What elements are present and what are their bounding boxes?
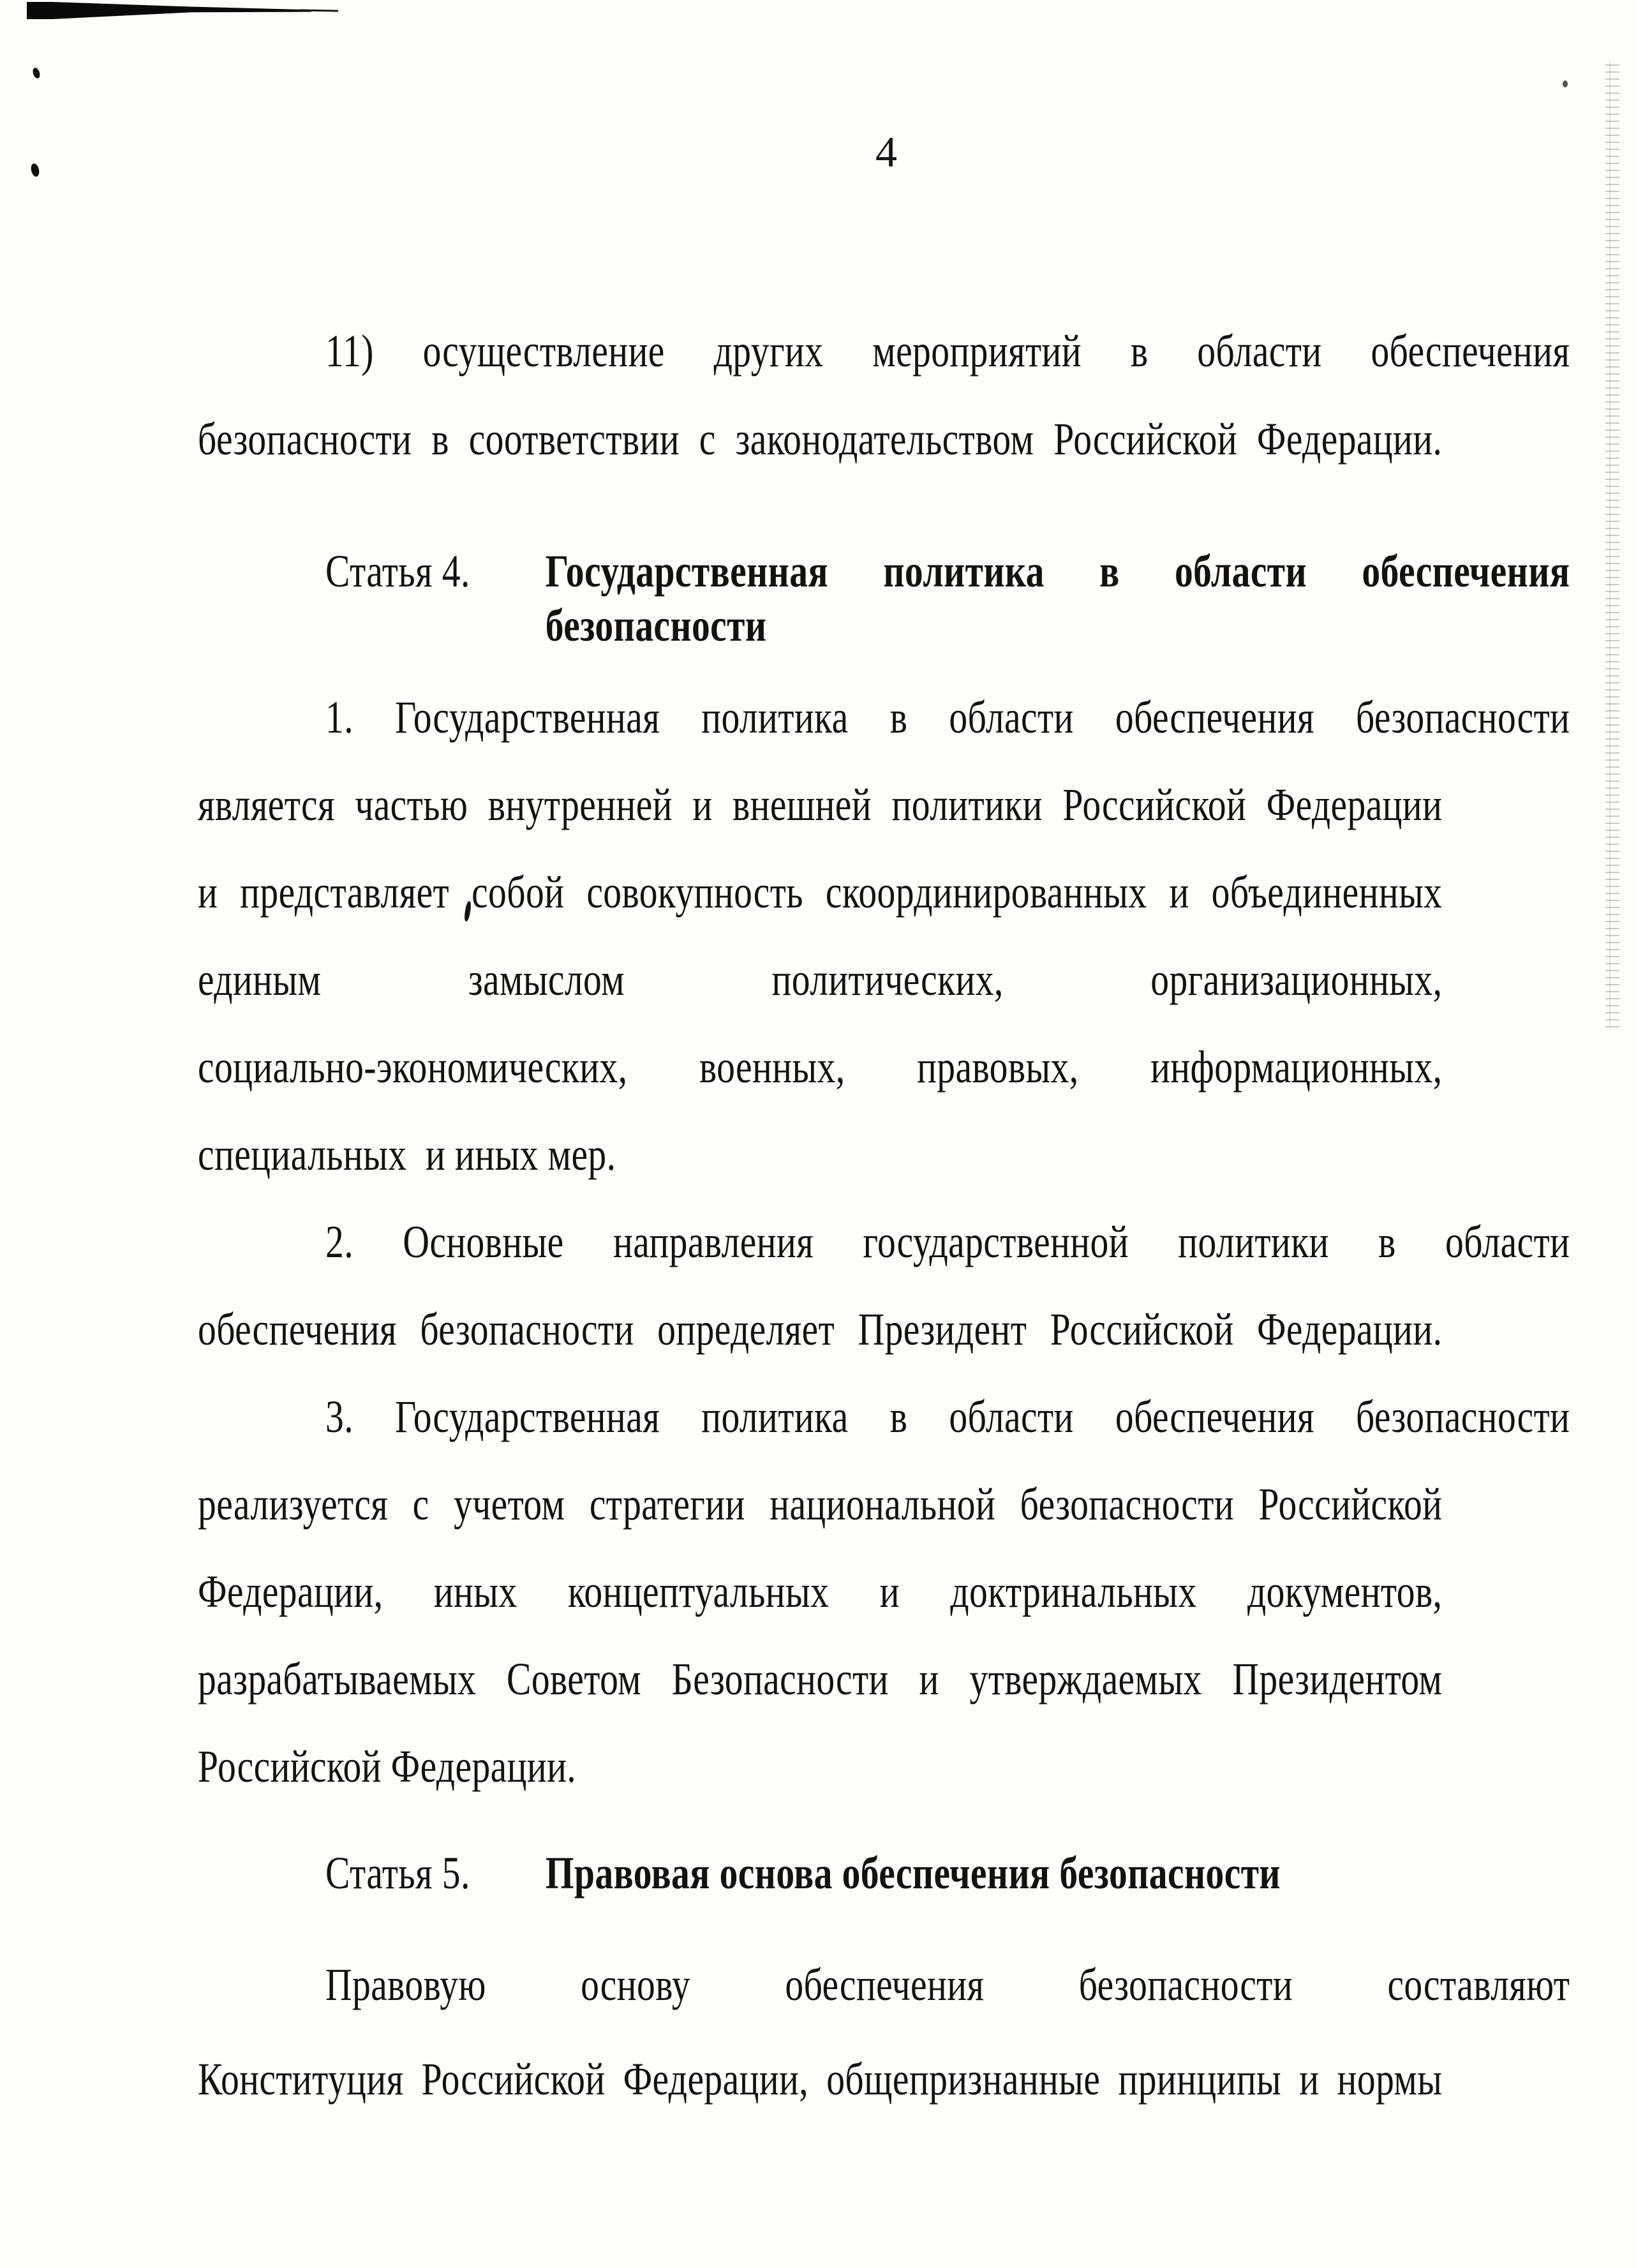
a4-p3-line2: реализуется с учетом стратегии национальной безопасности Российской bbox=[198, 1479, 1443, 1530]
article5-heading bbox=[198, 1847, 1570, 1899]
article4-title-line1: Государственная политика в области обеспечения bbox=[545, 546, 1570, 597]
scan-edge-noise bbox=[1605, 61, 1619, 1027]
ink-speck bbox=[1563, 80, 1568, 87]
article4-heading bbox=[198, 546, 1570, 597]
a4-p1-line6: специальных и иных мер. bbox=[198, 1129, 616, 1180]
item11-line2: безопасности в соответствии с законодательством Российской Федерации. bbox=[198, 414, 1443, 465]
article4-label: Статья 4. bbox=[325, 546, 470, 597]
a5-p1-line1: Правовую основу обеспечения безопасности составляют bbox=[325, 1959, 1570, 2010]
a4-p1-line4: единым замыслом политических, организационных, bbox=[198, 954, 1443, 1005]
a4-p2-line1: 2. Основные направления государственной политики в области bbox=[325, 1216, 1570, 1267]
ink-speck bbox=[32, 67, 41, 79]
scan-streak-artifact bbox=[27, 2, 311, 19]
a4-p2-line2: обеспечения безопасности определяет Президент Российской Федерации. bbox=[198, 1304, 1443, 1355]
a4-p1-line5: социально-экономических, военных, правовых, информационных, bbox=[198, 1041, 1443, 1093]
a4-p1-line2: является частью внутренней и внешней политики Российской Федерации bbox=[198, 779, 1443, 830]
a4-p3-line5: Российской Федерации. bbox=[198, 1741, 577, 1792]
a4-p3-line3: Федерации, иных концептуальных и доктринальных документов, bbox=[198, 1566, 1443, 1617]
a4-p1-line3: и представляет собой совокупность скоординированных и объединенных bbox=[198, 867, 1443, 918]
item11-line1: 11) осуществление других мероприятий в области обеспечения bbox=[325, 325, 1570, 377]
a4-p3-line1: 3. Государственная политика в области обеспечения безопасности bbox=[325, 1391, 1570, 1442]
article5-title: Правовая основа обеспечения безопасности bbox=[545, 1847, 1281, 1899]
a5-p1-line2: Конституция Российской Федерации, общепризнанные принципы и нормы bbox=[198, 2054, 1443, 2105]
article5-label: Статья 5. bbox=[325, 1847, 470, 1899]
article4-title-line2: безопасности bbox=[545, 600, 767, 651]
a4-p1-line1: 1. Государственная политика в области обеспечения безопасности bbox=[325, 692, 1570, 743]
ink-speck bbox=[30, 163, 41, 177]
page-number: 4 bbox=[875, 128, 897, 176]
a4-p3-line4: разрабатываемых Советом Безопасности и утверждаемых Президентом bbox=[198, 1653, 1443, 1705]
